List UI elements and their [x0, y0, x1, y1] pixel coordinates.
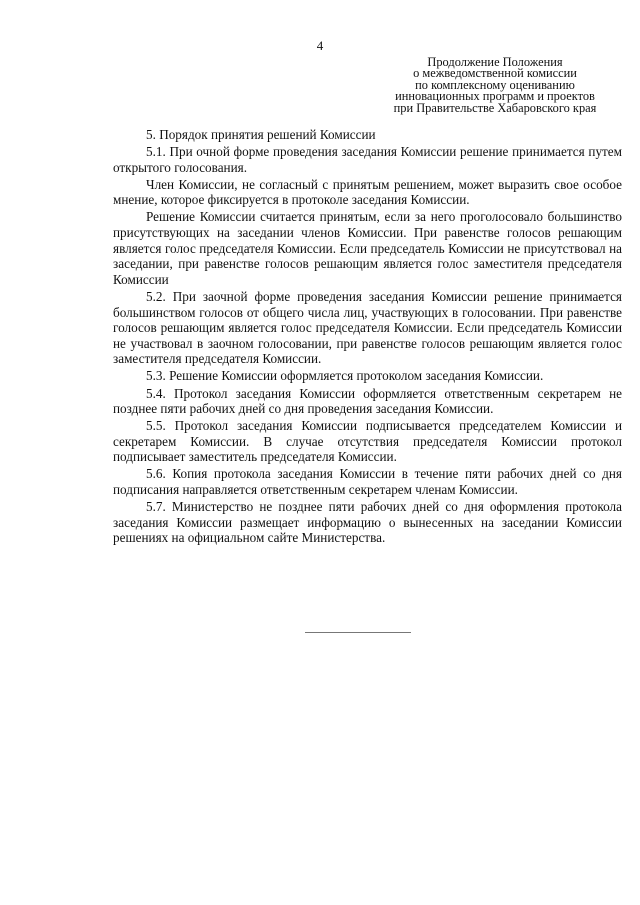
page-number: 4 [316, 38, 324, 53]
paragraph-dissent: Член Комиссии, не согласный с принятым решением, может выразить свое особое мнение, которое фиксируется в протоколе заседания Комиссии. [113, 176, 622, 208]
end-divider [305, 632, 411, 633]
paragraph-5-2: 5.2. При заочной форме проведения заседания Комиссии решение принимается большинством голосов от общего числа лиц, участвующих в голосовании. При равенстве голосов решающим является голос председателя Комиссии. Если председатель Комиссии не участвовал в заочном голосовании, при равенстве голосов решающим является голос заместителя председателя Комиссии. [113, 288, 622, 367]
header-line: Продолжение Положения [427, 55, 563, 69]
header-line: инновационных программ и проектов [395, 89, 595, 104]
document-body [113, 127, 622, 547]
paragraph-decision-rule: Решение Комиссии считается принятым, если за него проголосовало большинство присутствующих на заседании членов Комиссии. При равенстве голосов решающим является голос председателя Комиссии. Если председатель Комиссии не присутствовал на заседании, при равенстве голосов решающим является голос заместителя председателя Комиссии [113, 209, 622, 287]
paragraph-5-3: 5.3. Решение Комиссии оформляется протоколом заседания Комиссии. [146, 368, 544, 384]
paragraph-5-5: 5.5. Протокол заседания Комиссии подписывается председателем Комиссии и секретарем Комиссии. В случае отсутствия председателя Комиссии протокол подписывает заместитель председателя Комиссии. [113, 418, 622, 465]
header-line: по комплексному оцениванию [415, 77, 575, 92]
section-heading: 5. Порядок принятия решений Комиссии [146, 127, 376, 142]
header-line: о межведомственной комиссии [413, 66, 577, 81]
header-line: при Правительстве Хабаровского края [393, 100, 597, 115]
document-header [360, 57, 630, 114]
paragraph-5-1: 5.1. При очной форме проведения заседания Комиссии решение принимается путем открытого голосования. [113, 144, 622, 175]
paragraph-5-6: 5.6. Копия протокола заседания Комиссии в течение пяти рабочих дней со дня подписания направляется ответственным секретарем членам Комиссии. [113, 466, 622, 498]
paragraph-5-4: 5.4. Протокол заседания Комиссии оформляется ответственным секретарем не позднее пяти рабочих дней со дня проведения заседания Комиссии. [113, 385, 622, 417]
paragraph-5-7: 5.7. Министерство не позднее пяти рабочих дней со дня оформления протокола заседания Комиссии размещает информацию о вынесенных на заседании Комиссии решениях на официальном сайте Министерства. [113, 499, 622, 546]
